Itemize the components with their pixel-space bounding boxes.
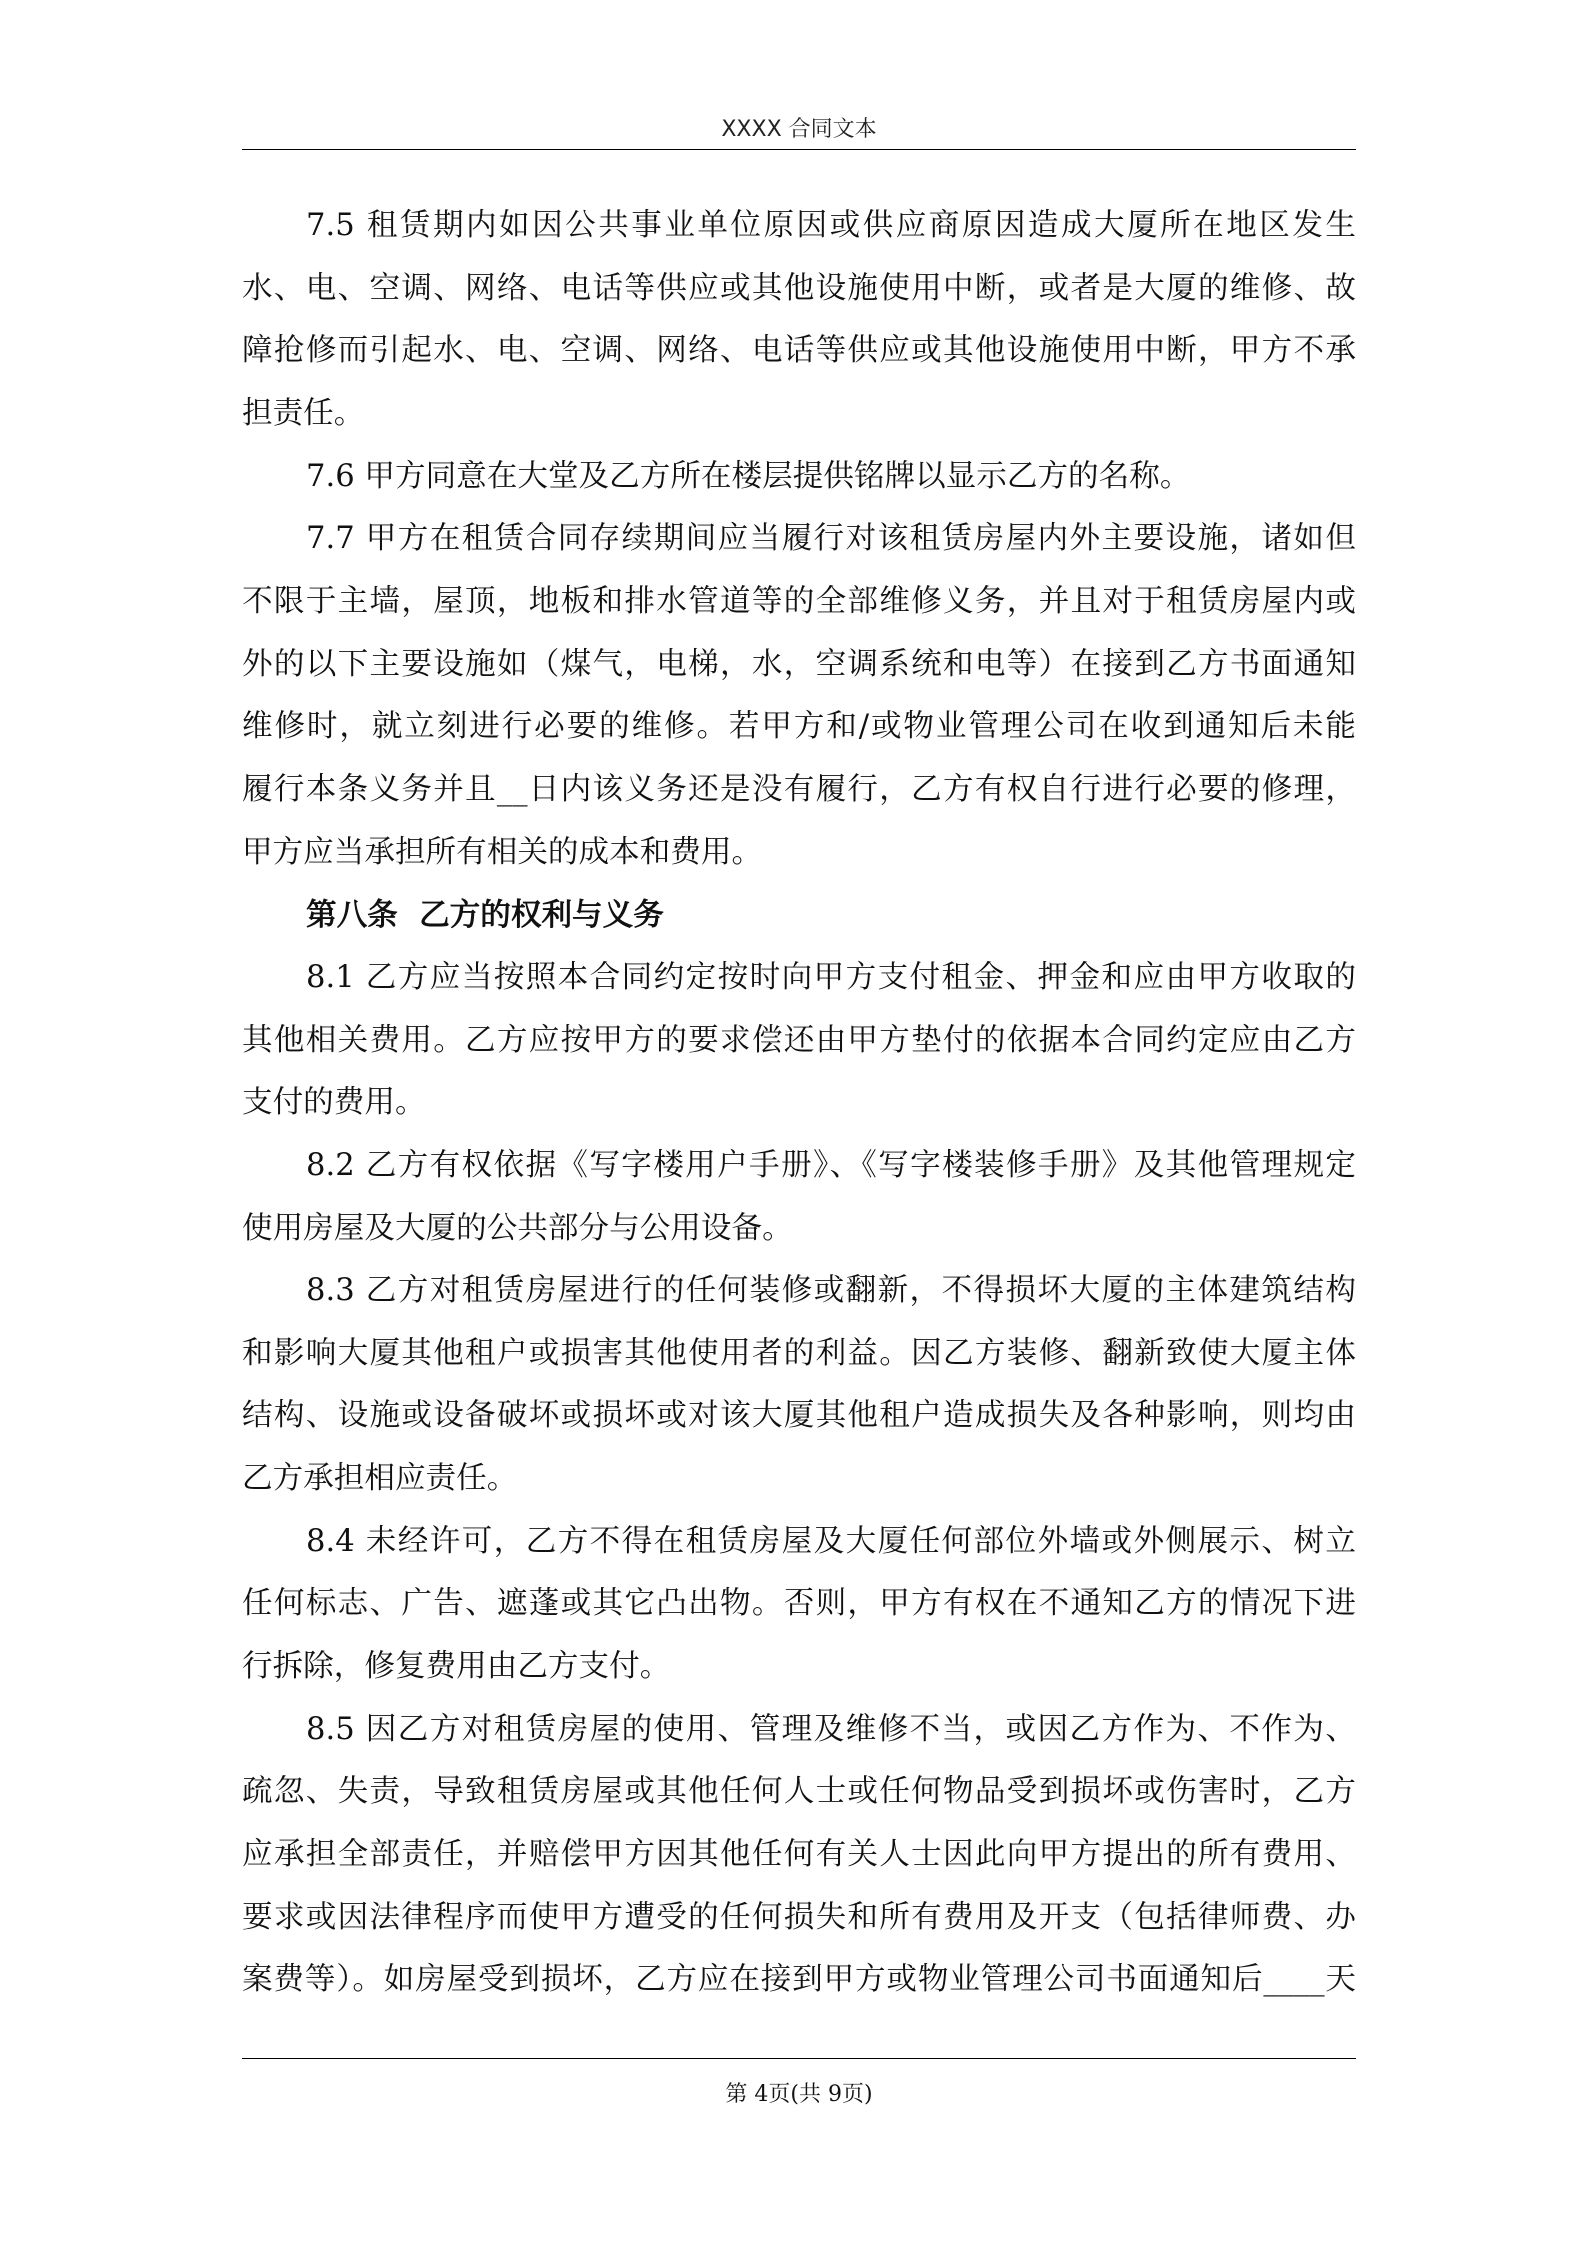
text-line: 障抢修而引起水、电、空调、网络、电话等供应或其他设施使用中断，甲方不承	[242, 333, 1356, 369]
clause-8-4	[242, 1511, 1356, 1699]
clause-7-7	[242, 508, 1356, 884]
text-line: 乙方承担相应责任。	[242, 1461, 518, 1497]
text-line: 支付的费用。	[242, 1085, 426, 1121]
text-line: 8.2 乙方有权依据《写字楼用户手册》、《写字楼装修手册》及其他管理规定	[306, 1147, 1356, 1183]
page-number: 第 4页(共 9页)	[725, 2082, 873, 2107]
text-line: 行拆除，修复费用由乙方支付。	[242, 1649, 671, 1685]
text-line: 8.4 未经许可，乙方不得在租赁房屋及大厦任何部位外墙或外侧展示、树立	[306, 1523, 1356, 1559]
text-line: 应承担全部责任，并赔偿甲方因其他任何有关人士因此向甲方提出的所有费用、	[242, 1837, 1356, 1873]
text-line: 疏忽、失责，导致租赁房屋或其他任何人士或任何物品受到损坏或伤害时，乙方	[242, 1774, 1356, 1810]
text-line: 8.5 因乙方对租赁房屋的使用、管理及维修不当，或因乙方作为、不作为、	[306, 1711, 1356, 1747]
text-line: 8.3 乙方对租赁房屋进行的任何装修或翻新，不得损坏大厦的主体建筑结构	[306, 1273, 1356, 1309]
document-body	[242, 195, 1356, 2012]
text-line: 7.7 甲方在租赁合同存续期间应当履行对该租赁房屋内外主要设施，诸如但	[306, 521, 1356, 557]
clause-7-5	[242, 195, 1356, 446]
section-heading: 第八条 乙方的权利与义务	[306, 897, 664, 934]
clause-8-2	[242, 1135, 1356, 1260]
text-line: 7.5 租赁期内如因公共事业单位原因或供应商原因造成大厦所在地区发生	[306, 208, 1356, 243]
text-line: 履行本条义务并且__日内该义务还是没有履行，乙方有权自行进行必要的修理，	[242, 771, 1356, 807]
text-line: 维修时，就立刻进行必要的维修。若甲方和/或物业管理公司在收到通知后未能	[242, 709, 1356, 745]
footer-rule	[242, 2058, 1356, 2059]
clause-8-5	[242, 1699, 1356, 2012]
text-line: 水、电、空调、网络、电话等供应或其他设施使用中断，或者是大厦的维修、故	[242, 270, 1356, 306]
running-header: XXXX 合同文本	[721, 117, 877, 142]
text-line: 任何标志、广告、遮蓬或其它凸出物。否则，甲方有权在不通知乙方的情况下进	[242, 1586, 1356, 1622]
clause-8-3	[242, 1260, 1356, 1511]
text-line: 结构、设施或设备破坏或损坏或对该大厦其他租户造成损失及各种影响，则均由	[242, 1398, 1356, 1434]
text-line: 使用房屋及大厦的公共部分与公用设备。	[242, 1210, 793, 1246]
text-line: 案费等）。如房屋受到损坏，乙方应在接到甲方或物业管理公司书面通知后____天	[242, 1962, 1356, 1998]
clause-8-1	[242, 947, 1356, 1135]
header-rule	[242, 149, 1356, 150]
text-line: 要求或因法律程序而使甲方遭受的任何损失和所有费用及开支（包括律师费、办	[242, 1899, 1356, 1935]
text-line: 甲方应当承担所有相关的成本和费用。	[242, 834, 763, 870]
clause-7-6	[242, 446, 1356, 509]
text-line: 8.1 乙方应当按照本合同约定按时向甲方支付租金、押金和应由甲方收取的	[306, 959, 1356, 995]
text-line: 和影响大厦其他租户或损害其他使用者的利益。因乙方装修、翻新致使大厦主体	[242, 1335, 1356, 1371]
text-line: 外的以下主要设施如（煤气，电梯，水，空调系统和电等）在接到乙方书面通知	[242, 646, 1356, 682]
text-line: 担责任。	[242, 395, 365, 431]
text-line: 其他相关费用。乙方应按甲方的要求偿还由甲方垫付的依据本合同约定应由乙方	[242, 1022, 1356, 1058]
text-line: 7.6 甲方同意在大堂及乙方所在楼层提供铭牌以显示乙方的名称。	[306, 458, 1191, 494]
text-line: 不限于主墙，屋顶，地板和排水管道等的全部维修义务，并且对于租赁房屋内或	[242, 583, 1356, 619]
